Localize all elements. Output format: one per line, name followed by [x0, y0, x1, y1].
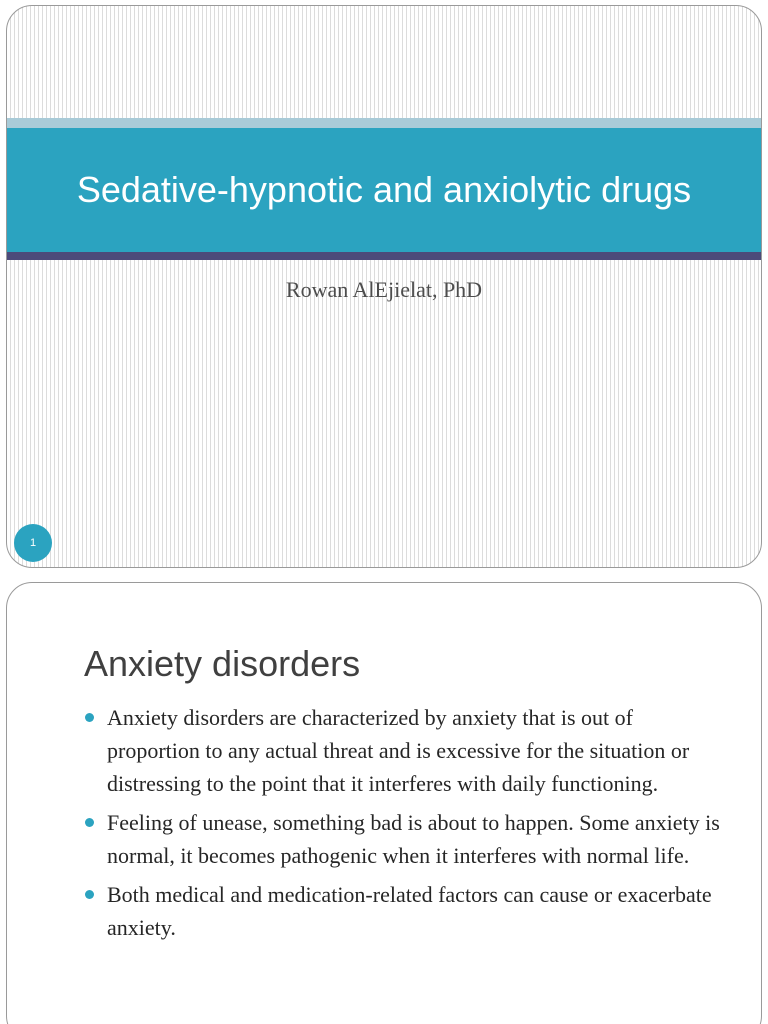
- title-band-bottom-stripe: [7, 252, 761, 260]
- bullet-list: [85, 701, 725, 950]
- title-band: [7, 128, 761, 252]
- title-band-top-stripe: [7, 118, 761, 128]
- bullet-item: [85, 701, 725, 800]
- title-slide: [6, 5, 762, 568]
- bullet-dot-icon: [85, 890, 94, 899]
- content-slide: [6, 582, 762, 1024]
- bullet-text: Feeling of unease, something bad is about to happen. Some anxiety is normal, it becomes pathogenic when it interferes with normal life.: [107, 810, 720, 868]
- slide-title: Sedative-hypnotic and anxiolytic drugs: [76, 169, 692, 210]
- slide-subtitle: Rowan AlEjielat, PhD: [285, 277, 483, 302]
- bullet-item: [85, 878, 725, 944]
- bullet-text: Both medical and medication-related factors can cause or exacerbate anxiety.: [107, 882, 712, 940]
- bullet-item: [85, 806, 725, 872]
- slide-title: Anxiety disorders: [84, 643, 361, 684]
- slide-number-badge: 1: [14, 524, 52, 562]
- bullet-text: Anxiety disorders are characterized by anxiety that is out of proportion to any actual threat and is excessive for the situation or distressing to the point that it interferes with daily functioning.: [107, 705, 690, 796]
- bullet-dot-icon: [85, 818, 94, 827]
- bullet-dot-icon: [85, 713, 94, 722]
